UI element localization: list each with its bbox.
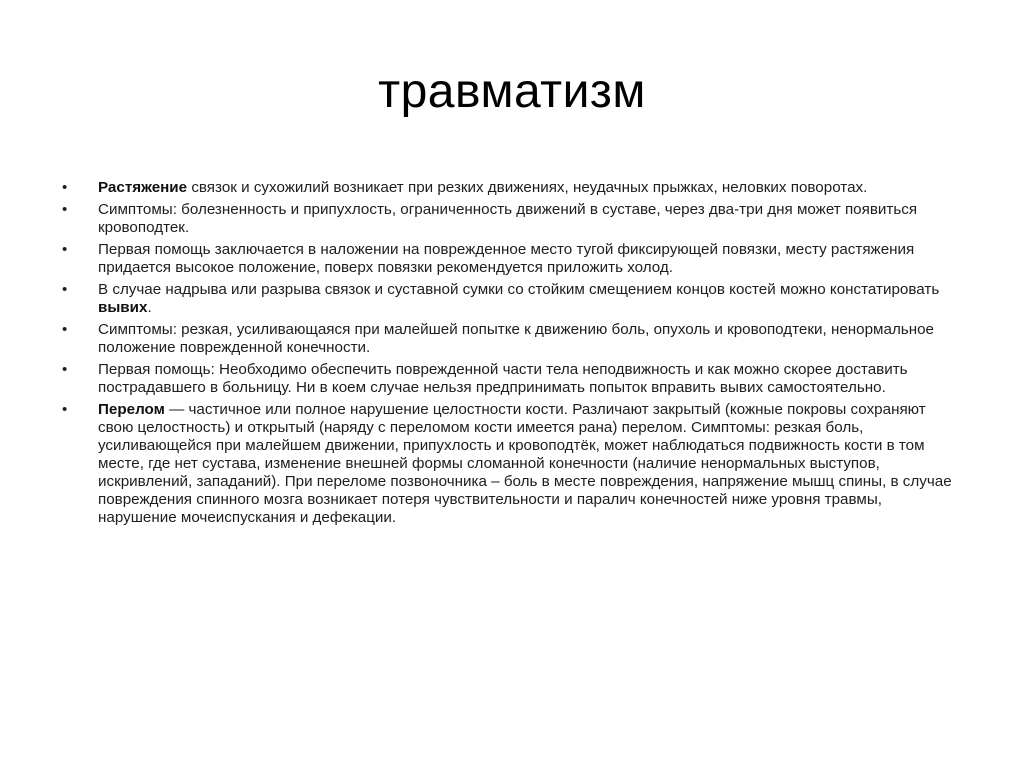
list-item bbox=[62, 281, 952, 317]
list-item bbox=[62, 201, 952, 237]
bullet-icon: • bbox=[62, 179, 68, 196]
bold-term: вывих bbox=[98, 299, 148, 316]
bullet-icon: • bbox=[62, 281, 68, 298]
bullet-icon: • bbox=[62, 401, 68, 418]
bullet-body: связок и сухожилий возникает при резких движениях, неудачных прыжках, неловких поворотах. bbox=[187, 179, 868, 196]
list-item bbox=[62, 179, 952, 197]
bold-term: Растяжение bbox=[98, 179, 188, 196]
bullet-icon: • bbox=[62, 201, 68, 218]
bullet-body: В случае надрыва или разрыва связок и суставной сумки со стойким смещением концов костей можно констатировать bbox=[98, 281, 940, 298]
bullet-icon: • bbox=[62, 321, 68, 338]
list-item bbox=[62, 401, 952, 527]
bullet-tail: . bbox=[147, 299, 152, 316]
bullet-body: Симптомы: болезненность и припухлость, ограниченность движений в суставе, через два-три дня может появиться кровоподтек. bbox=[98, 201, 918, 236]
bullet-body: — частичное или полное нарушение целостности кости. Различают закрытый (кожные покровы сохраняют свою целостность) и открытый (наряду с переломом кости имеется рана) перелом. Симптомы: резкая боль, усиливающейся при малейшем движении, припухлость и кровоподтёк, может наблюдаться подвижность кости в том месте, где нет сустава, изменение внешней формы сломанной конечности (наличие ненормальных выступов, искривлений, западаний). При переломе позвоночника – боль в месте повреждения, напряжение мышц спины, в случае повреждения спинного мозга возникает потеря чувствительности и паралич конечностей ниже уровня травмы, нарушение мочеиспускания и дефекации. bbox=[98, 401, 952, 526]
bullet-text bbox=[98, 179, 867, 196]
bullet-body: Первая помощь заключается в наложении на поврежденное место тугой фиксирующей повязки, месту растяжения придается высокое положение, поверх повязки рекомендуется приложить холод. bbox=[98, 241, 915, 276]
bullet-icon: • bbox=[62, 361, 68, 378]
list-item bbox=[62, 361, 952, 397]
slide-title: травматизм bbox=[378, 65, 646, 118]
bullet-body: Первая помощь: Необходимо обеспечить поврежденной части тела неподвижность и как можно скорее доставить пострадавшего в больницу. Ни в коем случае нельзя предпринимать попыток вправить вывих самостоятельно. bbox=[98, 361, 908, 396]
bullet-text bbox=[98, 361, 908, 396]
bullet-text bbox=[98, 281, 939, 316]
bullet-text bbox=[98, 241, 914, 276]
bullet-text bbox=[98, 321, 934, 356]
list-item bbox=[62, 321, 952, 357]
bold-term: Перелом bbox=[98, 401, 165, 418]
bullet-list bbox=[62, 179, 952, 527]
bullet-icon: • bbox=[62, 241, 68, 258]
bullet-text bbox=[98, 401, 952, 526]
bullet-body: Симптомы: резкая, усиливающаяся при малейшей попытке к движению боль, опухоль и кровоподтеки, ненормальное положение поврежденной конечности. bbox=[98, 321, 935, 356]
list-item bbox=[62, 241, 952, 277]
bullet-text bbox=[98, 201, 917, 236]
